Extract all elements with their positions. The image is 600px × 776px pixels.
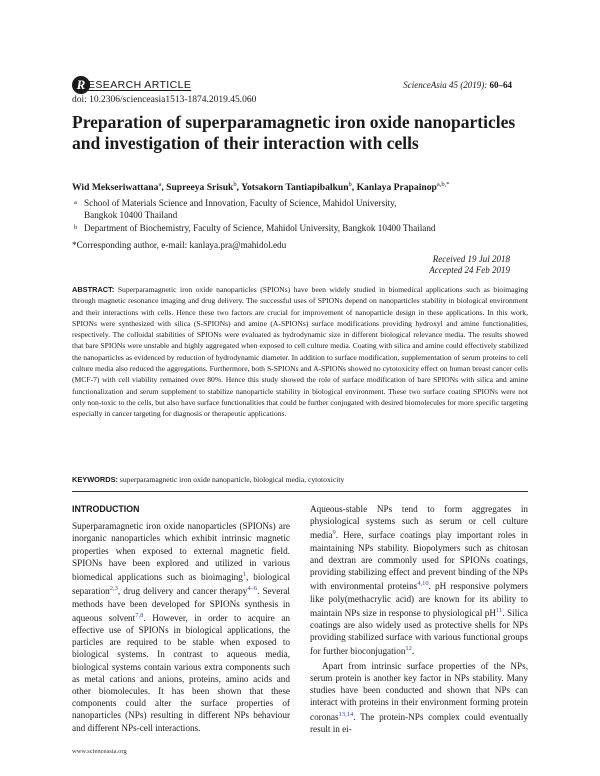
abstract-text: Superparamagnetic iron oxide nanoparticles (SPIONs) have been widely studied in biomedical applications such as bioimaging through magnetic resonance imaging and drug delivery. The successful uses of SPIONs depend on nanoparticles stability in biological environment and their interactions with cells. Hence these two factors are crucial for improvement of nanoparticle design in these applications. In this work, SPIONs were synthesized with silica (S-SPIONs) and amine (A-SPIONs) surface modifications providing hydroxyl and amine functionalities, respectively. The colloidal stabilities of SPIONs were evaluated as hydrodynamic size in different biological relevance media. The results showed that bare SPIONs were unstable and highly aggregated when exposed to cell culture media. Coating with silica and amine could effectively stabilized the nanoparticles as evidenced by reduction of hydrodynamic diameter. In addition to surface modification, supplementation of serum proteins to cell culture media also reduced the aggregations. Furthermore, both S-SPIONs and A-SPIONs showed no cytotoxicity effect on human breast cancer cells (MCF-7) with cell viability remained over 80%. Hence this study showed the role of surface modification of bare SPIONs with silica and amine functionalization and serum supplement to stabilize nanoparticle stability in biological environment. These two surface coating SPIONs were not only non-toxic to the cells, but also have surface functionalities that could be further conjugated with desired biomolecules for more specific targeting especially in cancer targeting for diagnosis or therapeutic applications. bbox=[72, 285, 528, 419]
author-name: Yotsakorn Tantiapibalkun bbox=[241, 182, 349, 194]
article-header bbox=[72, 76, 512, 96]
author-separator: , bbox=[236, 182, 242, 194]
journal-volume-year: 45 (2019): bbox=[446, 80, 490, 90]
footer-url[interactable]: www.scienceasia.org bbox=[72, 748, 127, 755]
journal-logo-icon: R bbox=[72, 76, 90, 94]
author-name: Kanlaya Prapainop bbox=[356, 182, 437, 194]
affiliation bbox=[72, 197, 396, 221]
author-affil-mark: a bbox=[158, 181, 162, 188]
author-affil-mark: b bbox=[348, 181, 352, 188]
author-name: Supreeya Srisuk bbox=[166, 182, 234, 194]
paragraph: Superparamagnetic iron oxide nanoparticles (SPIONs) are inorganic nanoparticles which exhibit intrinsic magnetic properties when exposed to external magnetic field. SPIONs have been explored and utilized in various biomedical applications such as bioimaging$^1$, biological separation$^{2,3}$, drug delivery and cancer therapy$^{4-6}$. Several methods have been developed for SPIONs synthesis in aqueous solvent$^{7,8}$. However, in order to acquire an effective use of SPIONs in biological applications, the particles are required to be stable when exposed to biological systems. In contrast to aqueous media, biological systems contain various extra components such as metal cations and anions, proteins, amino acids and other biomolecules. It has been shown that these components could alter the surface properties of nanoparticles (NPs) resulting in different NPs behaviour and different NPs-cell interactions. bbox=[72, 521, 290, 733]
body-column-left bbox=[72, 503, 290, 734]
body-column-right bbox=[310, 503, 528, 735]
section-divider bbox=[72, 491, 528, 492]
author-affil-mark: a,b,* bbox=[436, 181, 450, 188]
article-dates bbox=[429, 254, 510, 276]
abstract bbox=[72, 284, 528, 420]
section-heading: INTRODUCTION bbox=[72, 504, 140, 514]
citation-link[interactable]: 4–6 bbox=[247, 585, 258, 593]
affiliation-text: School of Materials Science and Innovation, Faculty of Science, Mahidol University, bbox=[84, 198, 397, 208]
received-date: Received 19 Jul 2018 bbox=[432, 254, 510, 264]
affiliation bbox=[72, 222, 436, 234]
keywords-text: superparamagnetic iron oxide nanoparticle, biological media, cytotoxicity bbox=[118, 475, 345, 484]
author-name: Wid Mekseriwattana bbox=[72, 182, 159, 194]
author-affil-mark: b bbox=[233, 181, 237, 188]
citation-link[interactable]: 9 bbox=[332, 529, 336, 537]
affiliation-mark: b bbox=[74, 224, 78, 231]
citation-link[interactable]: 4,10 bbox=[417, 580, 429, 588]
paragraph: Aqueous-stable NPs tend to form aggregates in physiological systems such as serum or cell culture media$^9$. Here, surface coatings play important roles in maintaining NPs stability. Biopolymers such as chitosan and dextran are commonly used for SPIONs coatings, providing stabilizing effect and prevent binding of the NPs with environmental proteins$^{4,10}$. pH responsive polymers like poly(methacrylic acid) are known for its ability to maintain NPs size in response to physiological pH$^{11}$. Silica coatings are also widely used as protective shells for NPs providing stabilized surface with various functional groups for further bioconjugation$^{12}$. bbox=[310, 504, 529, 657]
journal-citation bbox=[403, 80, 512, 90]
citation-link[interactable]: 1 bbox=[242, 571, 247, 579]
keywords-label: KEYWORDS: bbox=[72, 475, 118, 484]
abstract-label: ABSTRACT: bbox=[72, 285, 115, 294]
corresponding-author: *Corresponding author, e-mail: kanlaya.pra@mahidol.edu bbox=[72, 240, 287, 250]
citation-link[interactable]: 2,3 bbox=[109, 585, 118, 593]
section-label: ESEARCH ARTICLE bbox=[88, 79, 192, 91]
citation-link[interactable]: 11 bbox=[496, 606, 503, 614]
affiliation-mark: a bbox=[74, 199, 77, 206]
article-title: Preparation of superparamagnetic iron oxide nanoparticles and investigation of their interaction with cells bbox=[72, 112, 516, 153]
doi[interactable]: doi: 10.2306/scienceasia1513-1874.2019.45.060 bbox=[72, 95, 257, 105]
citation-link[interactable]: 12 bbox=[405, 645, 412, 653]
journal-pages: 60–64 bbox=[489, 80, 512, 90]
accepted-date: Accepted 24 Feb 2019 bbox=[429, 265, 510, 275]
keywords bbox=[72, 475, 528, 484]
author-list bbox=[72, 181, 449, 193]
citation-link[interactable]: 7,8 bbox=[135, 611, 144, 619]
paragraph: Apart from intrinsic surface properties of the NPs, serum protein is another key factor in NPs stability. Many studies have been conducted and shown that NPs can interact with proteins in their environment forming protein coronas$^{13,14}$. The protein-NPs complex could eventually result in ei- bbox=[310, 660, 528, 734]
journal-name: ScienceAsia bbox=[403, 80, 447, 90]
author-separator: , bbox=[161, 182, 167, 194]
affiliation-text-line2: Bangkok 10400 Thailand bbox=[84, 210, 178, 220]
citation-link[interactable]: 13,14 bbox=[338, 710, 354, 718]
affiliation-text: Department of Biochemistry, Faculty of Science, Mahidol University, Bangkok 10400 Thailand bbox=[84, 223, 436, 233]
author-separator: , bbox=[351, 182, 357, 194]
